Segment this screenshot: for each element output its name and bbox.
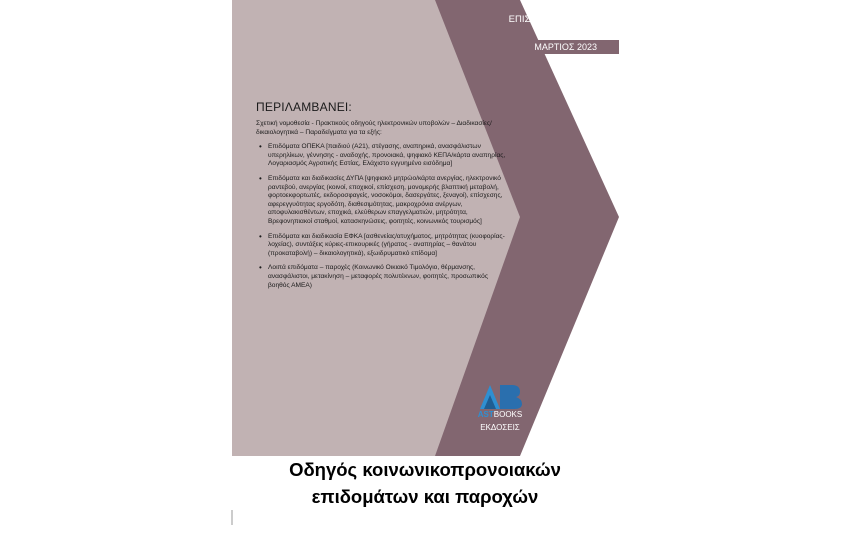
logo-wordmark-prefix: AST — [477, 410, 494, 419]
header-date: ΜΑΡΤΙΟΣ 2023 — [534, 42, 597, 52]
contents-section — [256, 100, 506, 296]
list-item: • Λοιπά επιδόματα – παροχές (Κοινωνικό Οικιακό Τιμολόγιο, θέρμανσης, ανασφάλιστοι, μετακίνηση – μεταφορές πολυτέκνων, φοιτητές, προσωπικός βοηθός ΑΜΕΑ) — [268, 264, 506, 290]
header-block — [418, 14, 618, 36]
book-title-line1: Οδηγός κοινωνικοπρονοιακών — [289, 459, 561, 480]
logo-wordmark — [470, 410, 530, 420]
contents-list — [256, 143, 506, 290]
list-item: • Επιδόματα και διαδικασία ΕΦΚΑ [ασθενείας/ατυχήματος, μητρότητας (κυοφορίας-λοχείας), συντάξεις κύριες-επικουρικές (γήρατος - αναπηρίας – θανάτου (προκαταβολή) – δικαιολογητικά), εξωιδρυματικό επίδομα] — [268, 233, 506, 259]
header-group: ΕΠΙΣΤΗΜΟΝΙΚΗ ΟΜΑΔΑ — [508, 14, 618, 25]
publisher-label: ΕΚΔΟΣΕΙΣ — [480, 423, 520, 432]
intro-text: Σχετική νομοθεσία - Πρακτικούς οδηγούς ηλεκτρονικών υποβολών – Διαδικασίες/δικαιολογητικά – Παραδείγματα για τα εξής: — [256, 120, 492, 136]
book-title — [232, 456, 618, 510]
section-heading: ΠΕΡΙΛΑΜΒΑΝΕΙ: — [256, 100, 352, 114]
book-title-line2: επιδομάτων και παροχών — [311, 486, 539, 507]
header-brand: ASTBOOKS — [565, 25, 618, 36]
list-item: • Επιδόματα ΟΠΕΚΑ [παιδιού (Α21), στέγασης, αναπηρικά, ανασφάλιστων υπερηλίκων, γέννησης - αναδοχής, προνοιακά, ψηφιακό ΚΕΠΑ/κάρτα αναπηρίας, Λογαριασμός Αγροτικής Εστίας, Ελάχιστο εγγυημένο εισόδημα] — [268, 143, 506, 169]
list-item: • Επιδόματα και διαδικασίες ΔΥΠΑ [ψηφιακό μητρώο/κάρτα ανεργίας, ηλεκτρονικό ραντεβού, ανεργίας (κοινοί, εποχικοί, επίσχεση, μονομερής βλαπτική μεταβολή, φορτοεκφορτωτές, εκδοροσφαγείς, νοσοκόμοι, δασεργάτες, ξεναγοί), επίσχεσης, αφερεγγυότητας εργοδότη, διαθεσιμότητας, μακροχρόνια ανέργων, αποφυλακισθέντων, εποχικά, ελεύθερων επαγγελματιών, μητρότητα, Βρεφονηπιακοί σταθμοί, κατασκηνώσεις, φοιτητές, κοινωνικός τουρισμός] — [268, 175, 506, 227]
logo-wordmark-suffix: BOOKS — [493, 410, 523, 419]
